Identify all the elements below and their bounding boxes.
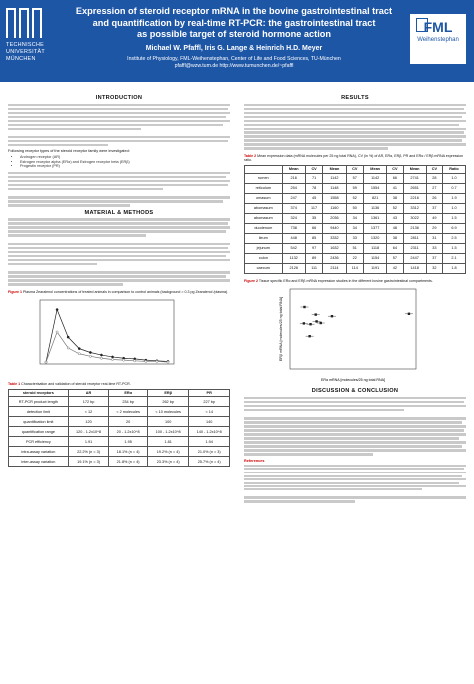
table-row <box>245 173 466 183</box>
table-cell: 1148 <box>323 183 346 193</box>
table-cell: 52 <box>387 203 403 213</box>
intro-text-2 <box>8 172 230 207</box>
table-cell: 57 <box>346 173 363 183</box>
table-cell: 1.9 <box>443 193 466 203</box>
table-cell: < 14 <box>189 407 230 417</box>
table-cell: 51 <box>346 243 363 253</box>
table-cell: 2311 <box>403 243 426 253</box>
table-cell: 111 <box>305 263 322 273</box>
table-cell: 1142 <box>323 173 346 183</box>
table-row <box>245 183 466 193</box>
table-cell: 26 <box>426 193 442 203</box>
table-cell: 1.91 <box>68 437 109 447</box>
table-cell: 3022 <box>403 213 426 223</box>
column-header: ERβ <box>147 389 188 397</box>
table-row <box>245 233 466 243</box>
table-cell: 19.2% (n = 4) <box>147 447 188 457</box>
table-cell: 1.5 <box>443 213 466 223</box>
column-header: Mean <box>323 166 346 174</box>
column-header: Mean <box>282 166 305 174</box>
table-cell: 22 <box>346 253 363 263</box>
fml-name: FML <box>423 19 453 35</box>
table-cell: 38 <box>387 233 403 243</box>
table-cell: quantification range <box>9 427 69 437</box>
table-row <box>245 253 466 263</box>
tum-line-1: TECHNISCHE <box>6 42 45 48</box>
table-cell: 1118 <box>364 243 387 253</box>
table-cell: 50 <box>346 203 363 213</box>
table-cell: 71 <box>305 173 322 183</box>
table1-caption: Table 1 Characterisation and validation of steroid receptor real-time RT-PCR. <box>8 382 131 387</box>
table-cell: 19.1% (n = 3) <box>68 457 109 467</box>
series-line <box>46 332 168 362</box>
table-row <box>245 193 466 203</box>
affiliation <box>64 56 404 70</box>
table-cell: 140 <box>189 417 230 427</box>
table-cell: 227 bp <box>189 397 230 407</box>
table-cell: 1377 <box>364 223 387 233</box>
tum-mark-icon <box>6 8 58 38</box>
table-row <box>9 447 230 457</box>
table2-header-row <box>245 166 466 174</box>
table-cell: 542 <box>282 243 305 253</box>
data-point <box>78 353 80 355</box>
table-cell: 1.5 <box>443 243 466 253</box>
table-cell: 120 - 1.2x10^8 <box>68 427 109 437</box>
intro-heading: INTRODUCTION <box>95 95 143 101</box>
figure1-caption: Figure 1 Plasma Zearalenol concentrations of treated animals in comparison to control animals (background = 0.3 pg Zearalenol /plasma). <box>8 289 229 294</box>
table-cell: 1632 <box>323 243 346 253</box>
table-cell: 66 <box>387 173 403 183</box>
fml-subtitle: Weihenstephan <box>417 37 459 43</box>
table-cell: 42 <box>387 263 403 273</box>
table-cell: 34 <box>346 223 363 233</box>
data-point <box>100 354 102 356</box>
data-point <box>167 361 169 363</box>
receptor-item: • Androgen receptor (AR) <box>20 155 230 160</box>
table-cell: abomasum <box>245 213 283 223</box>
table-cell: 20 - 1.2x10^8 <box>109 427 148 437</box>
table-cell: 2436 <box>323 253 346 263</box>
crest-icon <box>416 18 428 32</box>
table-cell: intra-assay variation <box>9 447 69 457</box>
data-point <box>89 352 91 354</box>
discussion-heading: DISCUSSION & CONCLUSION <box>311 388 399 395</box>
title-line-2: and quantification by real-time RT-PCR: the gastrointestinal tract <box>92 17 376 28</box>
table-cell: 6.9 <box>443 223 466 233</box>
affiliation-text: Institute of Physiology, FML-Weihenstephan, Center of Life and Food Sciences, TU-München <box>127 56 341 62</box>
references-text <box>244 465 466 503</box>
table-cell: 29 <box>426 223 442 233</box>
column-header: CV <box>387 166 403 174</box>
table-cell: 89 <box>305 253 322 263</box>
data-point <box>45 361 47 363</box>
table-cell: reticulum <box>245 183 283 193</box>
table-cell: 41 <box>387 183 403 193</box>
figure1-chart <box>30 296 180 374</box>
table-cell: 21.0% (n = 3) <box>189 447 230 457</box>
column-header: Mean <box>403 166 426 174</box>
table-cell: 1154 <box>364 253 387 263</box>
table-row <box>9 427 230 437</box>
table-row <box>9 397 230 407</box>
table-cell: rumen <box>245 173 283 183</box>
table-cell: 9440 <box>323 223 346 233</box>
table-cell: < 10 molecules <box>147 407 188 417</box>
results-text <box>244 104 466 150</box>
tum-line-3: MÜNCHEN <box>6 56 36 62</box>
table-cell: < 2 molecules <box>109 407 148 417</box>
table-cell: 1.0 <box>443 173 466 183</box>
table-cell: 31 <box>426 233 442 243</box>
table-cell: 100 - 1.2x10^8 <box>147 427 188 437</box>
data-point <box>100 357 102 359</box>
tum-logo <box>6 8 58 78</box>
table-cell: < 12 <box>68 407 109 417</box>
table-row <box>245 203 466 213</box>
methods-heading: MATERIAL & METHODS <box>84 209 154 216</box>
figure2-caption-text: Tissue specific ERα and ERβ mRNA expression studies in the different bovine gastrointestinal compartments. <box>258 278 433 283</box>
table-cell: 2216 <box>403 193 426 203</box>
table-cell: 3332 <box>323 233 346 243</box>
table-row <box>245 223 466 233</box>
figure2-chart <box>274 285 424 385</box>
table-cell: colon <box>245 253 283 263</box>
table-cell: 66 <box>305 223 322 233</box>
table-cell: 1361 <box>364 213 387 223</box>
table-cell: abomasum <box>245 203 283 213</box>
table-cell: 25.7% (n = 4) <box>189 457 230 467</box>
fml-logo <box>410 14 466 64</box>
table-cell: 20 <box>109 417 148 427</box>
table-cell: 59 <box>346 183 363 193</box>
table-cell: 1.8 <box>443 263 466 273</box>
table-cell: 35 <box>305 213 322 223</box>
left-column <box>8 92 230 467</box>
table-cell: jejunum <box>245 243 283 253</box>
table-cell: 34 <box>346 213 363 223</box>
table-cell: detection limit <box>9 407 69 417</box>
title-line-1: Expression of steroid receptor mRNA in the bovine gastrointestinal tract <box>75 6 393 16</box>
table1-caption-text: Characterisation and validation of steroid receptor real-time RT-PCR. <box>21 382 131 387</box>
authors: Michael W. Pfaffl, Iris G. Lange & Heinrich H.D. Meyer <box>145 45 323 52</box>
table-cell: 23.3% (n = 4) <box>147 457 188 467</box>
table-cell: 1136 <box>364 203 387 213</box>
table-cell: 38 <box>387 193 403 203</box>
table-cell: 2136 <box>403 223 426 233</box>
figure2-caption: Figure 2 Tissue specific ERα and ERβ mRNA expression studies in the different bovine gastrointestinal compartments. <box>244 278 433 283</box>
table1 <box>8 389 230 468</box>
table-cell: 48 <box>387 223 403 233</box>
table-cell: 0.7 <box>443 183 466 193</box>
table-cell: 22.2% (n = 3) <box>68 447 109 457</box>
table-cell: 1142 <box>364 173 387 183</box>
table-cell: 448 <box>282 233 305 243</box>
table-cell: 45 <box>305 193 322 203</box>
data-point <box>156 361 158 363</box>
data-point <box>89 355 91 357</box>
column-header: CV <box>346 166 363 174</box>
data-point <box>67 347 69 349</box>
figure2-ylabel: ERβ mRNA [molecules/25 ng total RNA] <box>279 297 283 362</box>
contact-text: pfaffl@wzw.tum.de http://www.tumunchen.de/~pfaffl <box>174 63 294 69</box>
data-point <box>145 361 147 363</box>
table-cell: 100 <box>147 417 188 427</box>
receptor-item: • Estrogen receptor alpha (ERα) and Estrogen receptor beta (ERβ) <box>20 160 230 165</box>
table-cell: 262 bp <box>147 397 188 407</box>
receptor-item: • Progestin receptor (PR) <box>20 164 230 169</box>
table-cell: 234 bp <box>109 397 148 407</box>
references-label: References <box>244 458 265 463</box>
table-cell: 1160 <box>323 203 346 213</box>
intro-text <box>8 104 230 147</box>
table-cell: omasum <box>245 193 283 203</box>
table-row <box>9 417 230 427</box>
tum-line-2: UNIVERSITÄT <box>6 49 45 55</box>
table-cell: 32 <box>426 263 442 273</box>
table2-caption: Table 2 Mean expression data (mRNA molecules per 25 ng total RNA), CV (in %) of AR, ERα, ERβ, PR and ERα / ERβ mRNA expression ratio. <box>244 153 464 163</box>
table-cell: 1132 <box>282 253 305 263</box>
table-cell: 1554 <box>364 183 387 193</box>
data-point <box>56 331 58 333</box>
column-header: AR <box>68 389 109 397</box>
table-cell: 52 <box>346 193 363 203</box>
table-cell: 2811 <box>403 233 426 243</box>
table-cell: 374 <box>282 203 305 213</box>
table-cell: 33 <box>346 233 363 243</box>
column-header: Ratio <box>443 166 466 174</box>
table-cell: inter-assay variation <box>9 457 69 467</box>
table-cell: 120 <box>68 417 109 427</box>
data-point <box>67 336 69 338</box>
table-cell: 2114 <box>323 263 346 273</box>
table-cell: 37 <box>426 253 442 263</box>
column-header: CV <box>305 166 322 174</box>
data-point <box>78 348 80 350</box>
table-row <box>9 437 230 447</box>
table2-caption-text: Mean expression data (mRNA molecules per 25 ng total RNA), CV (in %) of AR, ERα, ERβ, PR and ERα / ERβ mRNA expression ratio. <box>244 153 464 163</box>
right-column <box>244 92 466 504</box>
table-cell: 114 <box>346 263 363 273</box>
table-row <box>9 407 230 417</box>
table-cell: 37 <box>426 203 442 213</box>
table-cell: 64 <box>387 243 403 253</box>
table-cell: 2.1 <box>443 253 466 263</box>
table-cell: 1.94 <box>189 437 230 447</box>
methods-text <box>8 218 230 285</box>
column-header: PR <box>189 389 230 397</box>
poster-title <box>64 6 404 41</box>
figure2-xlabel: ERα mRNA [molecules/25 ng total RNA] <box>321 378 385 383</box>
table-cell: 117 <box>305 203 322 213</box>
data-point <box>111 356 113 358</box>
table-cell: 738 <box>282 223 305 233</box>
table-cell: 27 <box>426 183 442 193</box>
table-cell: 85 <box>305 233 322 243</box>
table-cell: 1320 <box>364 233 387 243</box>
table-cell: 2741 <box>403 173 426 183</box>
data-point <box>56 309 58 311</box>
receptor-list <box>20 155 230 169</box>
table-row <box>245 263 466 273</box>
table-cell: 2126 <box>282 263 305 273</box>
table-cell: 49 <box>426 213 442 223</box>
table-cell: 140 - 1.2x10^8 <box>189 427 230 437</box>
table-row <box>9 457 230 467</box>
table-cell: RT-PCR product length <box>9 397 69 407</box>
data-point <box>111 359 113 361</box>
table-cell: 821 <box>364 193 387 203</box>
table-cell: 1.81 <box>147 437 188 447</box>
table-cell: 2447 <box>403 253 426 263</box>
table-cell: caecum <box>245 263 283 273</box>
table-cell: 247 <box>282 193 305 203</box>
table1-header-row <box>9 389 230 397</box>
table-cell: 324 <box>282 213 305 223</box>
table-cell: 254 <box>282 183 305 193</box>
table-cell: 78 <box>305 183 322 193</box>
table-row <box>245 213 466 223</box>
table-cell: ileum <box>245 233 283 243</box>
table-cell: 97 <box>305 243 322 253</box>
receptor-list-intro: Following receptor types of the steroid receptor family were investigated: <box>8 149 130 154</box>
table-cell: 43 <box>387 213 403 223</box>
series-line <box>46 310 168 362</box>
poster-header <box>0 0 474 82</box>
data-point <box>134 360 136 362</box>
column-header <box>245 166 283 174</box>
table-cell: 1191 <box>364 263 387 273</box>
table-cell: 2.5 <box>443 233 466 243</box>
table-cell: PCR efficiency <box>9 437 69 447</box>
table-cell: 3312 <box>403 203 426 213</box>
table-cell: 18.1% (n = 4) <box>109 447 148 457</box>
column-header: steroid receptors <box>9 389 69 397</box>
column-header: Mean <box>364 166 387 174</box>
discussion-text <box>244 397 466 456</box>
table-cell: duodenum <box>245 223 283 233</box>
table-cell: 1558 <box>323 193 346 203</box>
table-cell: 1.0 <box>443 203 466 213</box>
table-cell: 172 bp <box>68 397 109 407</box>
table-row <box>245 243 466 253</box>
column-header: CV <box>426 166 442 174</box>
table-cell: 57 <box>387 253 403 263</box>
data-point <box>123 359 125 361</box>
table-cell: 1418 <box>403 263 426 273</box>
table-cell: 33 <box>426 243 442 253</box>
table-cell: 2651 <box>403 183 426 193</box>
table2 <box>244 165 466 274</box>
table-cell: 216 <box>282 173 305 183</box>
column-header: ERα <box>109 389 148 397</box>
table-cell: 21.8% (n = 4) <box>109 457 148 467</box>
results-heading: RESULTS <box>341 95 369 101</box>
table-cell: 28 <box>426 173 442 183</box>
title-line-3: as possible target of steroid hormone action <box>137 29 331 39</box>
table-cell: quantification limit <box>9 417 69 427</box>
figure1-caption-text: Plasma Zearalenol concentrations of treated animals in comparison to control animals (background = 0.3 pg Zearalenol /plasma). <box>22 289 229 294</box>
table-cell: 2036 <box>323 213 346 223</box>
table-cell: 1.95 <box>109 437 148 447</box>
